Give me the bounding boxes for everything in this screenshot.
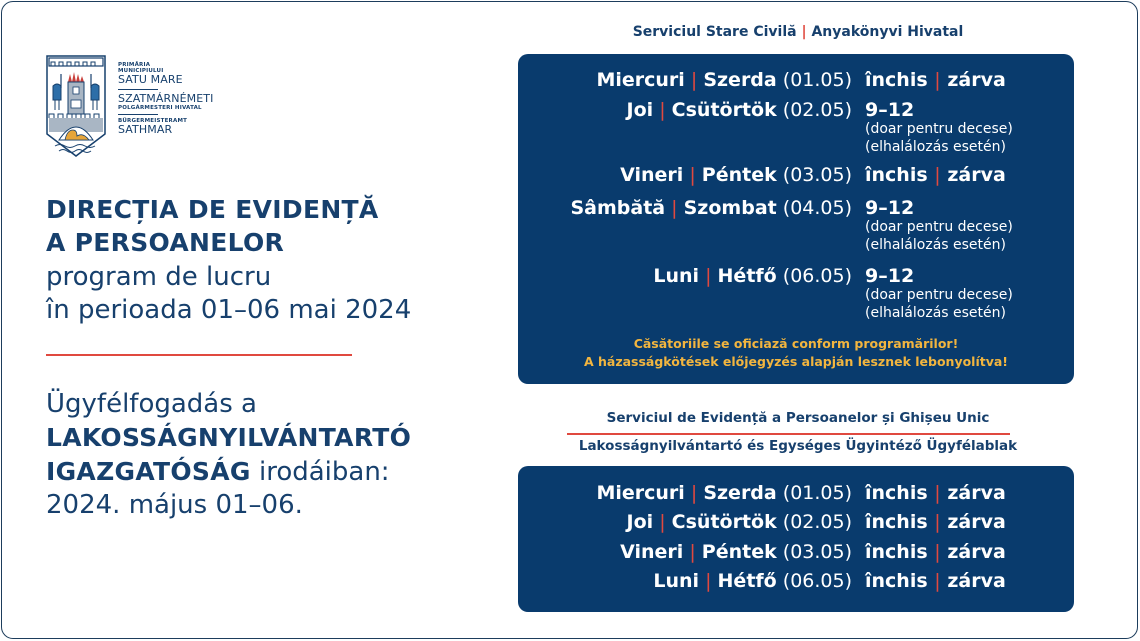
logo-divider [118,114,158,115]
hours: 9–12 [865,265,915,287]
note-hu: (elhalálozás esetén) [865,305,1006,321]
subtitle-line-1: program de lucru [46,262,272,292]
title-line-2: A PERSOANELOR [46,228,285,257]
schedule-row [518,163,1074,187]
panel2-title-hu: Lakosságnyilvántartó és Egységes Ügyintéző Ügyfélablak [578,438,1018,454]
schedule-row [518,196,1074,220]
note-ro: (doar pentru decese) [865,287,1013,303]
day-label: Luni | Hétfő (06.05) [653,265,852,287]
day-label: Joi | Csütörtök (02.05) [626,99,852,121]
day-label: Miercuri | Szerda (01.05) [596,69,852,91]
status: închis | zárva [865,541,1006,563]
panel1-title-hu: Anyakönyvi Hivatal [811,24,964,40]
schedule-row [518,540,1074,564]
panel2-title-divider [567,433,1010,435]
status: închis | zárva [865,570,1006,592]
status: închis | zárva [865,164,1006,186]
page-subtitle [46,261,486,327]
schedule-row [518,510,1074,534]
day-label: Joi | Csütörtök (02.05) [626,511,852,533]
status: închis | zárva [865,511,1006,533]
hu-line-3-rest: irodáiban: [250,457,390,487]
panel1-title [518,24,1078,40]
day-label: Miercuri | Szerda (01.05) [596,482,852,504]
section-divider [46,354,352,356]
schedule-row [518,264,1074,288]
page-title [46,193,466,259]
day-label: Vineri | Péntek (03.05) [620,164,852,186]
schedule-row [518,98,1074,122]
city-crest-icon [45,54,107,158]
logo-city-ro: SATU MARE [118,73,183,86]
panel-civil-status-schedule [518,54,1074,384]
logo-office-de: BÜRGERMEISTERAMT [118,118,188,124]
schedule-row [518,68,1074,92]
logo-text [118,62,248,136]
marriage-notice-ro: Căsătoriile se oficiază conform programărilor! [633,336,959,351]
day-label: Luni | Hétfő (06.05) [653,570,852,592]
separator: | [801,24,807,40]
marriage-notice-hu: A házasságkötések előjegyzés alapján lesznek lebonyolítva! [583,354,1009,369]
note-ro: (doar pentru decese) [865,219,1013,235]
subtitle-line-2: în perioada 01–06 mai 2024 [46,295,412,325]
panel2-title-ro: Serviciul de Evidență a Persoanelor și Ghișeu Unic [606,410,990,426]
city-logo [45,54,245,164]
status: închis | zárva [865,69,1006,91]
schedule-row [518,569,1074,593]
hu-line-4: 2024. május 01–06. [46,490,303,520]
note-hu: (elhalálozás esetén) [865,139,1006,155]
note-hu: (elhalálozás esetén) [865,237,1006,253]
status: închis | zárva [865,482,1006,504]
day-label: Vineri | Péntek (03.05) [620,541,852,563]
hu-line-1: Ügyfélfogadás a [46,389,257,419]
hours: 9–12 [865,197,915,219]
panel1-title-ro: Serviciul Stare Civilă [632,24,797,40]
logo-municipiului: MUNICIPIULUI [118,68,164,74]
logo-office-hu: POLGÁRMESTERI HIVATAL [118,105,202,111]
logo-divider [118,89,158,90]
day-label: Sâmbătă | Szombat (04.05) [570,197,852,219]
logo-city-hu: SZATMÁRNÉMETI [118,92,214,105]
hungarian-announcement [46,388,486,522]
hu-bold-2: IGAZGATÓSÁG [46,457,251,486]
logo-primaria: PRIMĂRIA [118,62,151,68]
note-ro: (doar pentru decese) [865,121,1013,137]
panel-population-records-schedule [518,466,1074,612]
logo-city-de: SATHMAR [118,123,173,136]
schedule-row [518,481,1074,505]
hours: 9–12 [865,99,915,121]
title-line-1: DIRECȚIA DE EVIDENȚĂ [46,195,379,224]
hu-bold-1: LAKOSSÁGNYILVÁNTARTÓ [46,423,412,452]
